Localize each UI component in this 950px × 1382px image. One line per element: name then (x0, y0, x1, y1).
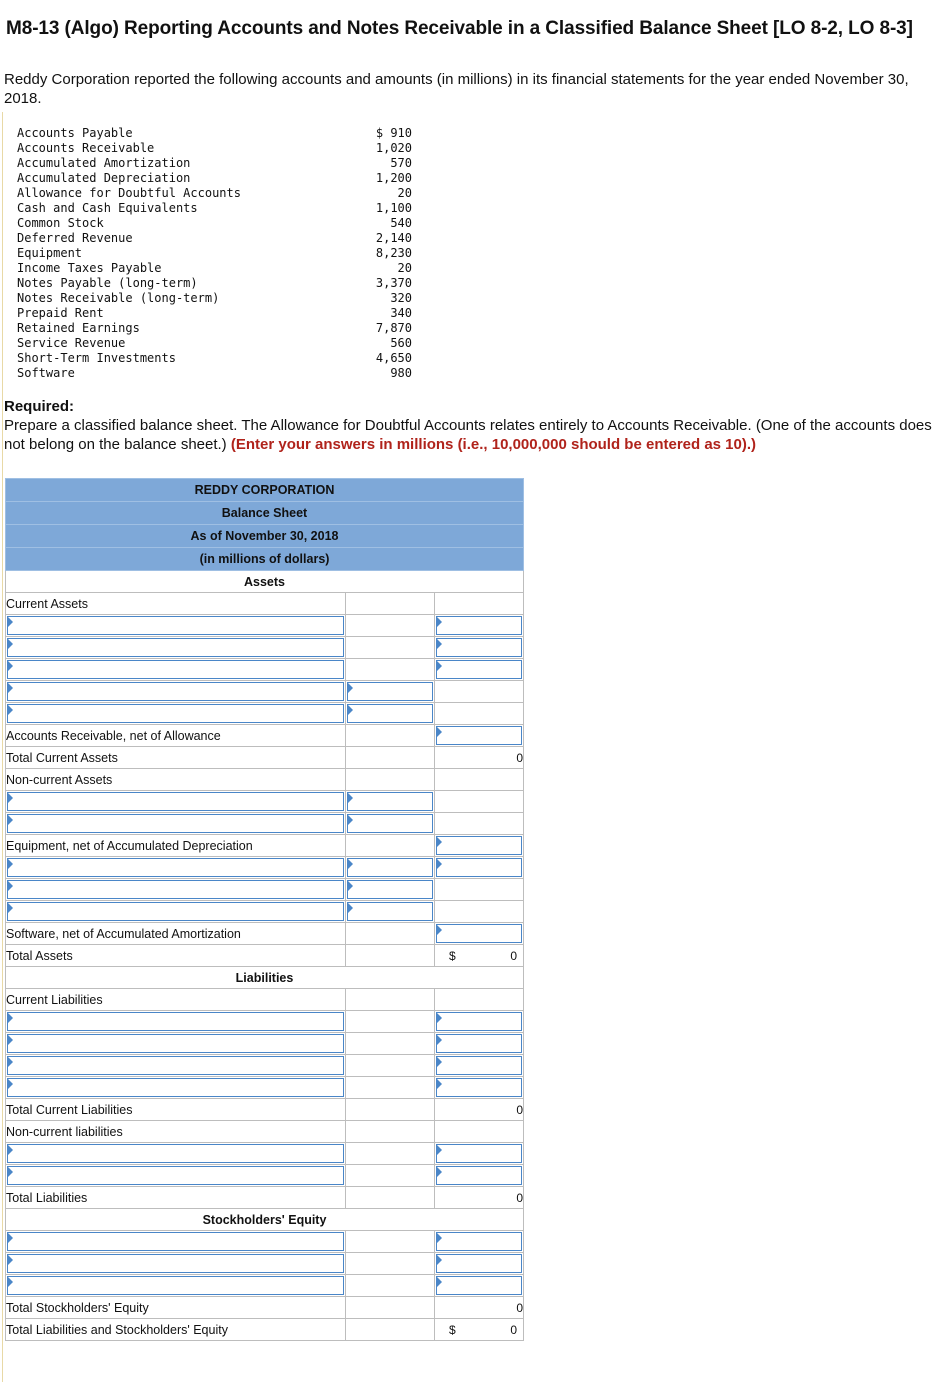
table-row (6, 1275, 524, 1297)
total-current-liabilities-label: Total Current Liabilities (6, 1099, 346, 1121)
list-item: Software 980 (17, 366, 412, 380)
amount-input[interactable] (436, 1166, 522, 1185)
table-row (6, 1033, 524, 1055)
total-liabilities-label: Total Liabilities (6, 1187, 346, 1209)
total-liab-equity-label: Total Liabilities and Stockholders' Equity (6, 1319, 346, 1341)
table-row (6, 945, 524, 967)
statement-name: Balance Sheet (6, 502, 524, 525)
table-row (6, 901, 524, 923)
total-equity-label: Total Stockholders' Equity (6, 1297, 346, 1319)
table-row (6, 1319, 524, 1341)
required-text: Prepare a classified balance sheet. The Allowance for Doubtful Accounts relates entirely to Accounts Receivable. (One of the accounts does not belong on the balance sheet.) (Enter your answers in millions (i.e., 10,000,000 should be entered as 10).) (4, 417, 932, 453)
total-liabilities-value: 0 (435, 1187, 524, 1209)
table-row (6, 659, 524, 681)
list-item: Notes Receivable (long-term) 320 (17, 291, 412, 305)
amount-input[interactable] (436, 1056, 522, 1075)
list-item: Notes Payable (long-term) 3,370 (17, 276, 412, 290)
table-row (6, 769, 524, 791)
table-row (6, 1143, 524, 1165)
amount-input[interactable] (436, 924, 522, 943)
account-select[interactable] (7, 616, 344, 635)
table-row (6, 615, 524, 637)
amount-input[interactable] (436, 1254, 522, 1273)
ar-net-label: Accounts Receivable, net of Allowance (6, 725, 346, 747)
table-row (6, 835, 524, 857)
table-row (6, 703, 524, 725)
table-row (6, 1121, 524, 1143)
account-select[interactable] (7, 1056, 344, 1075)
amount-input[interactable] (436, 1078, 522, 1097)
account-select[interactable] (7, 638, 344, 657)
amount-input[interactable] (436, 726, 522, 745)
table-row (6, 1187, 524, 1209)
list-item: Retained Earnings 7,870 (17, 321, 412, 335)
table-row (6, 1231, 524, 1253)
table-row (6, 1011, 524, 1033)
table-row (6, 637, 524, 659)
account-select[interactable] (7, 1232, 344, 1251)
account-select[interactable] (7, 704, 344, 723)
list-item: Cash and Cash Equivalents 1,100 (17, 201, 412, 215)
table-row (6, 1165, 524, 1187)
required-heading: Required: (4, 398, 75, 415)
currency-symbol: $ (449, 948, 456, 963)
amount-input[interactable] (436, 616, 522, 635)
account-select[interactable] (7, 814, 344, 833)
accounts-list (17, 126, 417, 381)
account-select[interactable] (7, 660, 344, 679)
table-row (6, 1055, 524, 1077)
table-row (6, 1297, 524, 1319)
page-title: M8-13 (Algo) Reporting Accounts and Notes Receivable in a Classified Balance Sheet [LO 8-2, LO 8-3] (6, 18, 913, 39)
account-select[interactable] (7, 682, 344, 701)
balance-sheet-table (5, 478, 524, 1341)
table-row (6, 725, 524, 747)
amount-input[interactable] (347, 880, 433, 899)
table-row (6, 791, 524, 813)
amount-input[interactable] (347, 858, 433, 877)
noncurrent-assets-label: Non-current Assets (6, 769, 346, 791)
equity-heading: Stockholders' Equity (6, 1209, 524, 1231)
account-select[interactable] (7, 902, 344, 921)
list-item: Equipment 8,230 (17, 246, 412, 260)
amount-input[interactable] (436, 1232, 522, 1251)
list-item: Accumulated Amortization 570 (17, 156, 412, 170)
software-net-label: Software, net of Accumulated Amortization (6, 923, 346, 945)
assets-heading: Assets (6, 571, 524, 593)
total-liab-equity-value: 0 (510, 1322, 518, 1337)
current-liabilities-label: Current Liabilities (6, 989, 346, 1011)
list-item: Common Stock 540 (17, 216, 412, 230)
account-select[interactable] (7, 792, 344, 811)
table-row (6, 593, 524, 615)
amount-input[interactable] (347, 682, 433, 701)
list-item: Deferred Revenue 2,140 (17, 231, 412, 245)
amount-input[interactable] (436, 1012, 522, 1031)
noncurrent-liabilities-label: Non-current liabilities (6, 1121, 346, 1143)
total-current-assets-label: Total Current Assets (6, 747, 346, 769)
account-select[interactable] (7, 1012, 344, 1031)
table-row (6, 813, 524, 835)
table-row (6, 1077, 524, 1099)
amount-input[interactable] (347, 704, 433, 723)
amount-input[interactable] (436, 1276, 522, 1295)
list-item: Accumulated Depreciation 1,200 (17, 171, 412, 185)
total-equity-value: 0 (435, 1297, 524, 1319)
account-select[interactable] (7, 1276, 344, 1295)
currency-symbol: $ (449, 1322, 456, 1337)
table-row (6, 923, 524, 945)
account-select[interactable] (7, 1254, 344, 1273)
total-assets-label: Total Assets (6, 945, 346, 967)
account-select[interactable] (7, 1034, 344, 1053)
amount-input[interactable] (436, 1034, 522, 1053)
amount-input[interactable] (436, 638, 522, 657)
table-row (6, 989, 524, 1011)
total-current-liabilities-value: 0 (435, 1099, 524, 1121)
account-select[interactable] (7, 880, 344, 899)
table-row (6, 857, 524, 879)
amount-input[interactable] (347, 792, 433, 811)
amount-input[interactable] (347, 902, 433, 921)
amount-input[interactable] (347, 814, 433, 833)
list-item: Accounts Receivable 1,020 (17, 141, 412, 155)
account-select[interactable] (7, 1078, 344, 1097)
table-row (6, 681, 524, 703)
intro-text: Reddy Corporation reported the following accounts and amounts (in millions) in its financial statements for the year ended November 30, 2018. (4, 71, 909, 107)
list-item: Accounts Payable $ 910 (17, 126, 412, 140)
total-current-assets-value: 0 (435, 747, 524, 769)
current-assets-label: Current Assets (6, 593, 346, 615)
account-select[interactable] (7, 1144, 344, 1163)
required-emphasis: (Enter your answers in millions (i.e., 10,000,000 should be entered as 10).) (230, 436, 757, 453)
table-row (6, 1099, 524, 1121)
table-row (6, 879, 524, 901)
list-item: Income Taxes Payable 20 (17, 261, 412, 275)
list-item: Service Revenue 560 (17, 336, 412, 350)
company-name: REDDY CORPORATION (6, 479, 524, 502)
list-item: Prepaid Rent 340 (17, 306, 412, 320)
account-select[interactable] (7, 858, 344, 877)
statement-units: (in millions of dollars) (6, 548, 524, 571)
total-assets-value: 0 (510, 948, 518, 963)
list-item: Short-Term Investments 4,650 (17, 351, 412, 365)
statement-date: As of November 30, 2018 (6, 525, 524, 548)
amount-input[interactable] (436, 836, 522, 855)
liabilities-heading: Liabilities (6, 967, 524, 989)
amount-input[interactable] (436, 660, 522, 679)
account-select[interactable] (7, 1166, 344, 1185)
amount-input[interactable] (436, 1144, 522, 1163)
equipment-net-label: Equipment, net of Accumulated Depreciation (6, 835, 346, 857)
list-item: Allowance for Doubtful Accounts 20 (17, 186, 412, 200)
left-margin-rule (2, 112, 3, 1382)
amount-input[interactable] (436, 858, 522, 877)
table-row (6, 1253, 524, 1275)
table-row (6, 747, 524, 769)
